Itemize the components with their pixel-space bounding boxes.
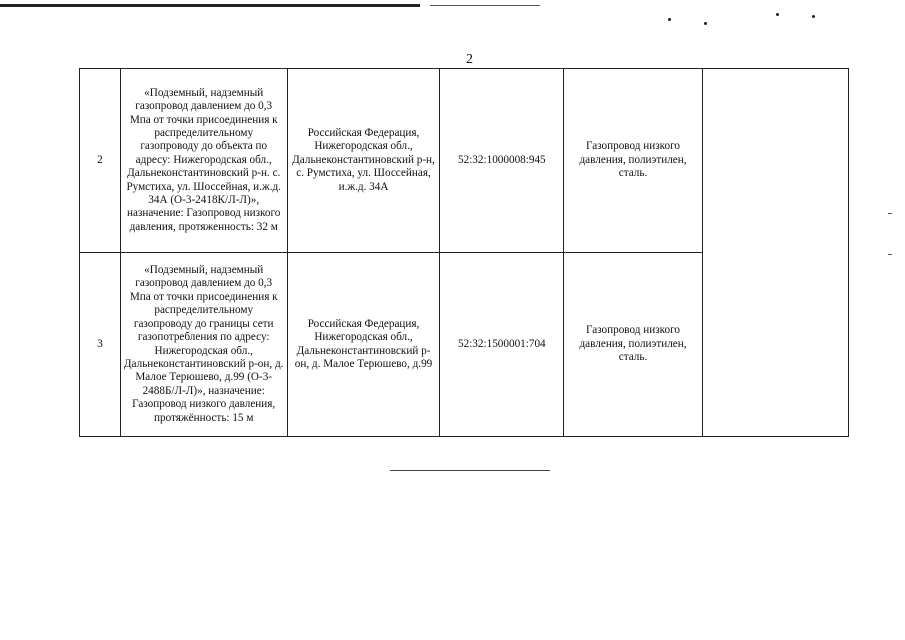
row-number: 3 (80, 253, 121, 437)
empty-cell (702, 69, 848, 437)
property-table (79, 68, 849, 437)
scan-margin-mark (888, 213, 892, 214)
object-description: «Подземный, надземный газопровод давлением до 0,3 Мпа от точки присоединения к распределительному газопроводу до объекта по адресу: Нижегородская обл., Дальнеконстантиновский р-н. с. Румстиха, ул. Шоссейная, и.ж.д. 34А (О-3-2418К/Л-Л)», назначение: Газопровод низкого давления, протяженность: 32 м (120, 69, 287, 253)
page-number: 2 (466, 52, 473, 67)
end-of-document-rule (390, 470, 550, 471)
scan-speck (704, 22, 707, 25)
scan-top-rule-secondary (430, 5, 540, 6)
scan-speck (668, 18, 671, 21)
table-row (80, 69, 849, 253)
scan-margin-mark (888, 254, 892, 255)
object-description: «Подземный, надземный газопровод давлением до 0,3 Мпа от точки присоединения к распределительному газопроводу до границы сети газопотребления по адресу: Нижегородская обл., Дальнеконстантиновский р-он, д. Малое Терюшево, д.99 (О-3-2488Б/Л-Л)», назначение: Газопровод низкого давления, протяжённость: 15 м (120, 253, 287, 437)
scan-speck (812, 15, 815, 18)
object-characteristics: Газопровод низкого давления, полиэтилен, сталь. (564, 69, 703, 253)
cadastral-number: 52:32:1000008:945 (440, 69, 564, 253)
object-address: Российская Федерация, Нижегородская обл., Дальнеконстантиновский р-он, д. Малое Терюшево, д.99 (287, 253, 440, 437)
object-characteristics: Газопровод низкого давления, полиэтилен, сталь. (564, 253, 703, 437)
scan-top-rule (0, 4, 420, 7)
object-address: Российская Федерация, Нижегородская обл., Дальнеконстантиновский р-н, с. Румстиха, ул. Шоссейная, и.ж.д. 34А (287, 69, 440, 253)
scan-speck (776, 13, 779, 16)
cadastral-number: 52:32:1500001:704 (440, 253, 564, 437)
row-number: 2 (80, 69, 121, 253)
